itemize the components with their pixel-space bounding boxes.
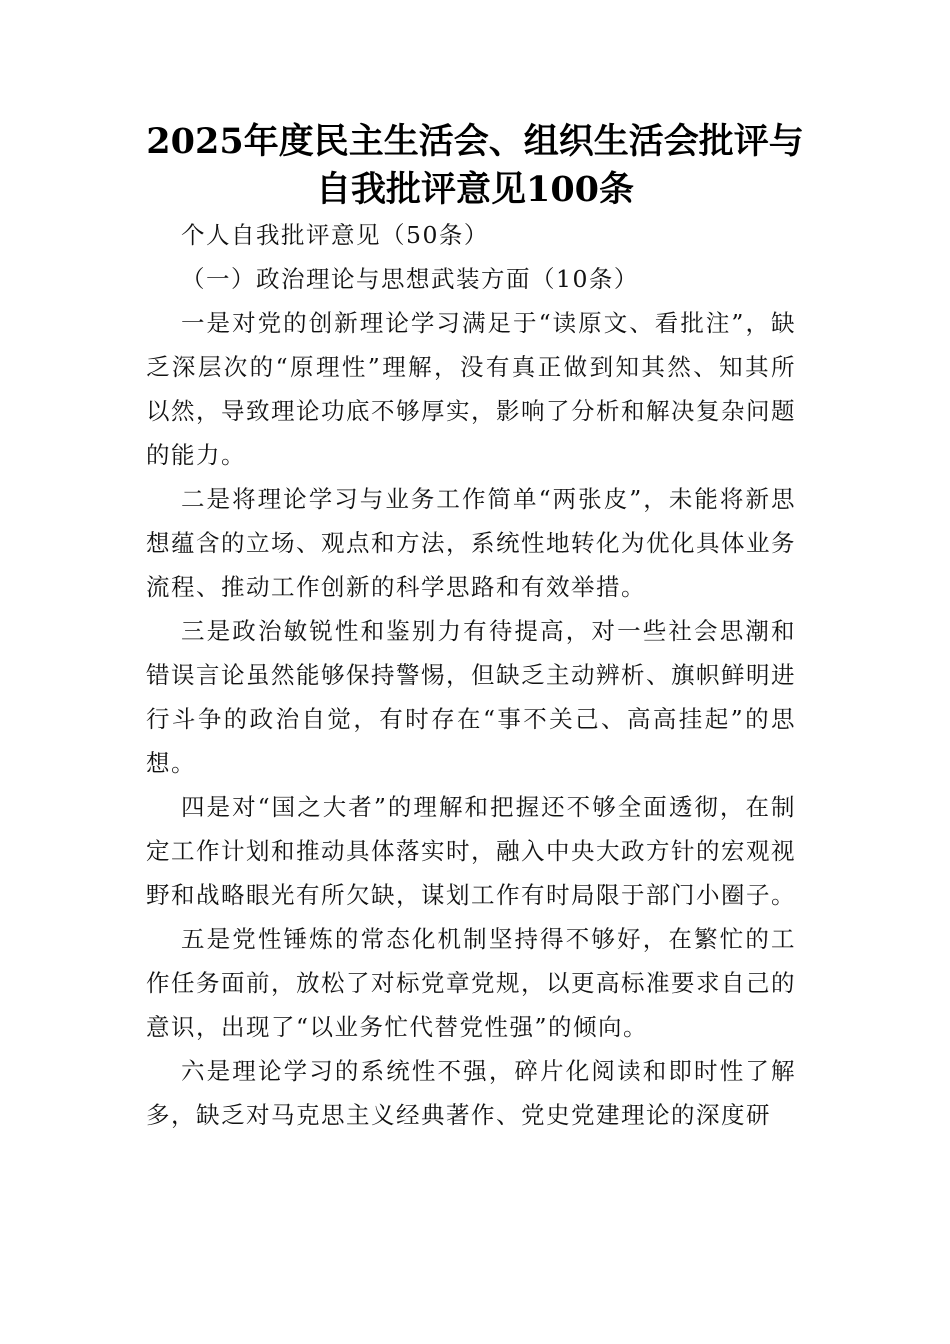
paragraph-2: 二是将理论学习与业务工作简单“两张皮”，未能将新思想蕴含的立场、观点和方法，系统性地转化为优化具体业务流程、推动工作创新的科学思路和有效举措。 bbox=[146, 485, 796, 601]
paragraph-3: 三是政治敏锐性和鉴别力有待提高，对一些社会思潮和错误言论虽然能够保持警惕，但缺乏主动辨析、旗帜鲜明进行斗争的政治自觉，有时存在“事不关己、高高挂起”的思想。 bbox=[146, 617, 796, 777]
document-body bbox=[146, 213, 796, 1137]
document-title: 2025年度民主生活会、组织生活会批评与自我批评意见100条 bbox=[146, 121, 804, 210]
paragraph-5: 五是党性锤炼的常态化机制坚持得不够好，在繁忙的工作任务面前，放松了对标党章党规，以更高标准要求自己的意识，出现了“以业务忙代替党性强”的倾向。 bbox=[146, 925, 796, 1041]
subsection-heading: （一）政治理论与思想武装方面（10条） bbox=[181, 265, 639, 293]
section-heading: 个人自我批评意见（50条） bbox=[181, 221, 489, 249]
paragraph-1: 一是对党的创新理论学习满足于“读原文、看批注”，缺乏深层次的“原理性”理解，没有真正做到知其然、知其所以然，导致理论功底不够厚实，影响了分析和解决复杂问题的能力。 bbox=[146, 309, 796, 469]
paragraph-6: 六是理论学习的系统性不强，碎片化阅读和即时性了解多，缺乏对马克思主义经典著作、党史党建理论的深度研 bbox=[146, 1057, 796, 1129]
paragraph-4: 四是对“国之大者”的理解和把握还不够全面透彻，在制定工作计划和推动具体落实时，融入中央大政方针的宏观视野和战略眼光有所欠缺，谋划工作有时局限于部门小圈子。 bbox=[146, 793, 796, 909]
